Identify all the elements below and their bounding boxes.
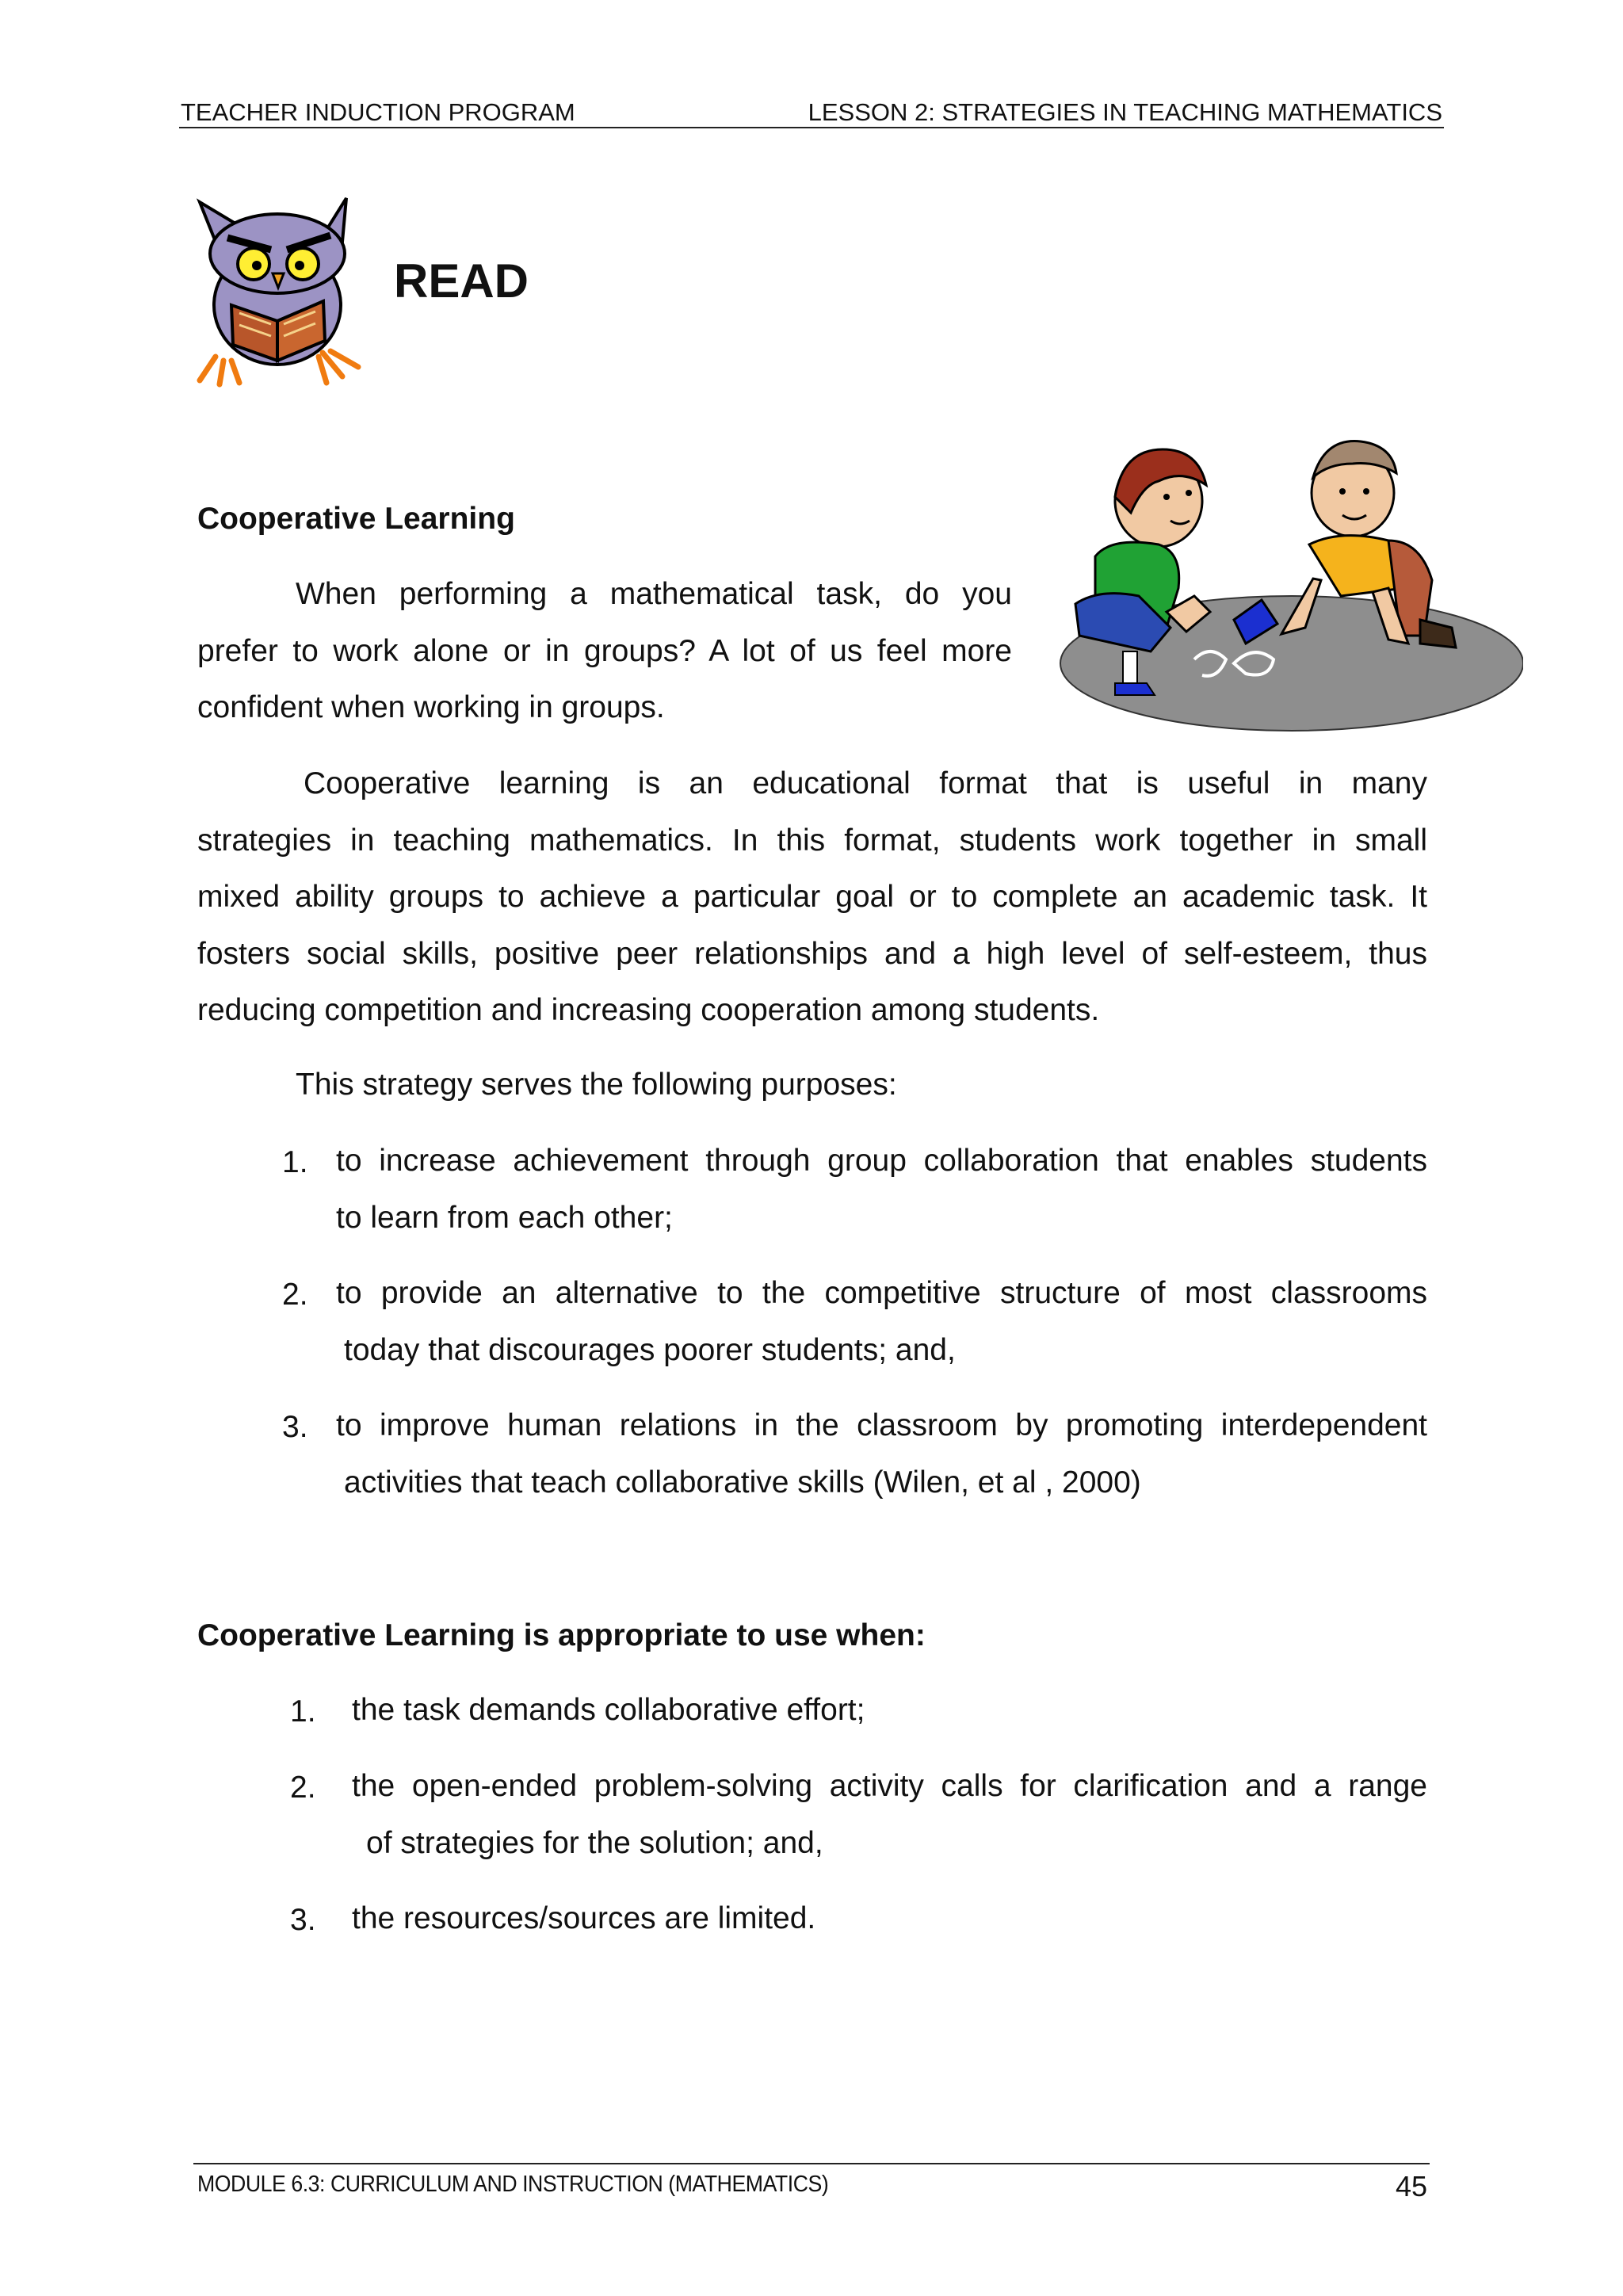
purpose-line: to improve human relations in the classroom by promoting interdependent (336, 1408, 1427, 1442)
definition-line: fosters social skills, positive peer relationships and a high level of self-esteem, thus (197, 936, 1427, 971)
condition-line: the resources/sources are limited. (352, 1901, 816, 1935)
reading-owl-illustration (184, 194, 382, 392)
purpose-number: 2. (282, 1278, 308, 1312)
purpose-item (336, 1133, 1427, 1246)
definition-paragraph (197, 755, 1427, 1039)
definition-line: strategies in teaching mathematics. In this format, students work together in small (197, 823, 1427, 858)
header-program: TEACHER INDUCTION PROGRAM (181, 98, 575, 126)
purpose-line: to provide an alternative to the competitive structure of most classrooms (336, 1276, 1427, 1310)
definition-line: Cooperative learning is an educational format that is useful in many (304, 766, 1427, 800)
intro-line: When performing a mathematical task, do you (296, 577, 1012, 611)
purpose-number: 3. (282, 1410, 308, 1444)
condition-line: of strategies for the solution; and, (366, 1825, 823, 1860)
definition-line: mixed ability groups to achieve a particular goal or to complete an academic task. It (197, 880, 1427, 914)
page-number: 45 (1395, 2170, 1427, 2202)
purpose-item (336, 1265, 1427, 1378)
condition-line: the open-ended problem-solving activity calls for clarification and a range (352, 1769, 1427, 1803)
footer-divider (193, 2163, 1430, 2164)
header-lesson: LESSON 2: STRATEGIES IN TEACHING MATHEMATICS (808, 98, 1442, 126)
intro-paragraph (197, 566, 1012, 736)
purpose-line: today that discourages poorer students; and, (344, 1332, 956, 1367)
purpose-line: to increase achievement through group collaboration that enables students (336, 1144, 1427, 1178)
condition-number: 3. (290, 1903, 316, 1937)
section-heading-cooperative-learning: Cooperative Learning (197, 502, 515, 536)
condition-number: 1. (290, 1694, 316, 1729)
children-drawing-illustration (1048, 422, 1523, 735)
page-title: READ (394, 254, 529, 308)
intro-line: prefer to work alone or in groups? A lot of us feel more (197, 633, 1012, 668)
intro-line: confident when working in groups. (197, 690, 665, 724)
purpose-line: to learn from each other; (336, 1200, 673, 1235)
purpose-number: 1. (282, 1145, 308, 1179)
section-heading-when-to-use: Cooperative Learning is appropriate to use when: (197, 1618, 926, 1652)
condition-line: the task demands collaborative effort; (352, 1693, 865, 1727)
purpose-line: activities that teach collaborative skills (Wilen, et al , 2000) (344, 1465, 1141, 1499)
condition-item (352, 1758, 1427, 1871)
condition-item (352, 1682, 1427, 1739)
condition-item (352, 1890, 1427, 1947)
definition-line: reducing competition and increasing cooperation among students. (197, 993, 1100, 1027)
header-divider (179, 127, 1444, 128)
purposes-intro: This strategy serves the following purposes: (296, 1068, 897, 1102)
footer-module: MODULE 6.3: CURRICULUM AND INSTRUCTION (MATHEMATICS) (197, 2172, 829, 2197)
condition-number: 2. (290, 1771, 316, 1805)
purpose-item (336, 1397, 1427, 1511)
